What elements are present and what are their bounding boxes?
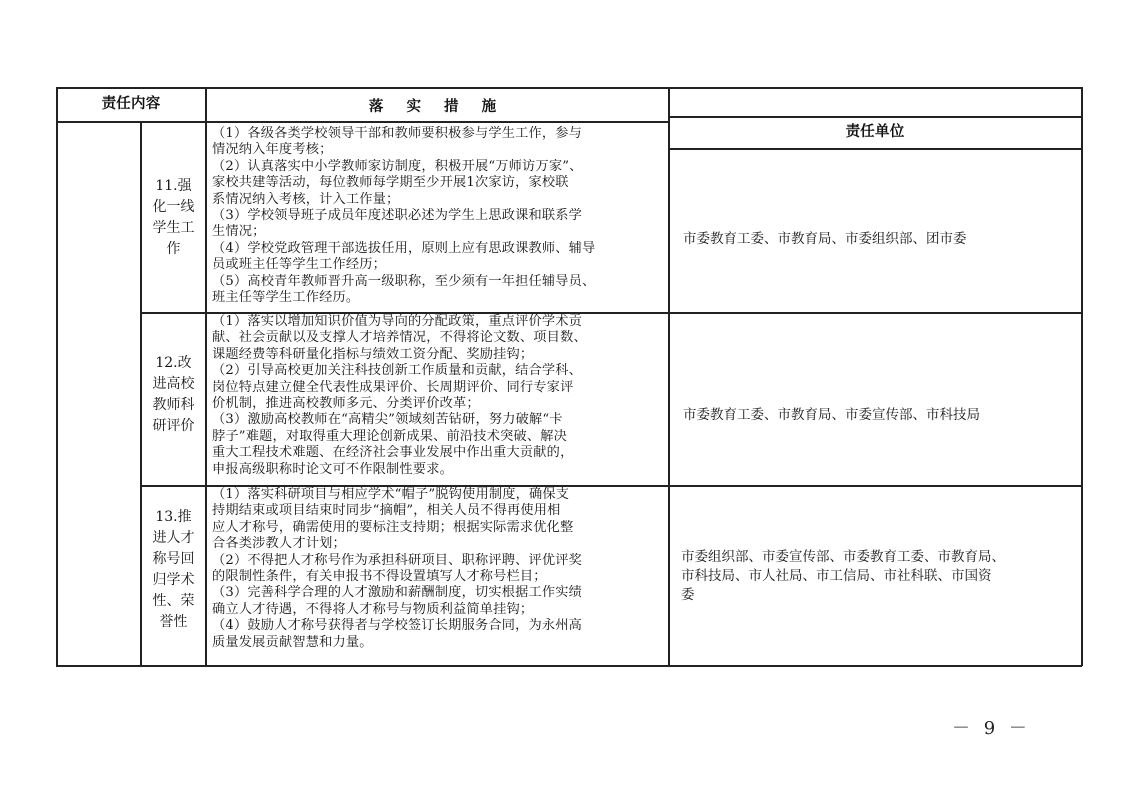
header-measures: 落 实 措 施 (368, 98, 506, 115)
measure-line: （5）高校青年教师晋升高一级职称，至少须有一年担任辅导员、 (212, 273, 596, 289)
measure-line: 生情况； (212, 224, 266, 240)
table-top-border (56, 87, 1082, 89)
measure-line: 员或班主任等学生工作经历； (212, 257, 387, 273)
table-right-border (1081, 87, 1083, 666)
title-line: 化一线 (152, 199, 195, 215)
measure-line: 系情况纳入考核，计入工作量； (212, 191, 400, 207)
measure-line: 质量发展贡献智慧和力量。 (212, 634, 373, 650)
table-units-header-top (668, 116, 1082, 118)
units-line: 市委教育工委、市教育局、市委组织部、团市委 (683, 231, 967, 247)
measure-line: 情况纳入年度考核； (212, 142, 333, 158)
title-line: 誉性 (159, 614, 188, 630)
page-number: － 9 － (952, 718, 1031, 739)
measure-line: （1）落实以增加知识价值为导向的分配政策，重点评价学术贡 (212, 314, 583, 329)
measure-line: （4）学校党政管理干部选拔任用，原则上应有思政课教师、辅导 (212, 240, 596, 256)
measure-line: 应人才称号，确需使用的要标注支持期；根据实际需求优化整 (212, 519, 574, 535)
title-line: 学生工 (152, 220, 195, 236)
units-line: 市科技局、市人社局、市工信局、市社科联、市国资 (681, 568, 992, 584)
measure-line: 课题经费等科研量化指标与绩效工资分配、奖励挂钩； (212, 346, 534, 362)
title-line: 研评价 (152, 418, 195, 434)
row-12-title (142, 353, 205, 437)
row-13-units (681, 548, 1077, 605)
measure-line: （3）学校领导班子成员年度述职必述为学生上思政课和联系学 (212, 208, 583, 224)
row-12-units (683, 406, 1075, 425)
title-line: 进人才 (152, 530, 195, 546)
row-13-measures (212, 487, 664, 651)
row-13-title (142, 507, 205, 633)
measure-line: （2）引导高校更加关注科技创新工作质量和贡献，结合学科、 (212, 363, 583, 379)
measure-line: 价机制，推进高校教师多元、分类评价改革； (212, 396, 480, 412)
measure-line: （3）完善科学合理的人才激励和薪酬制度，切实根据工作实绩 (212, 585, 583, 601)
measure-line: 合各类涉教人才计划； (212, 536, 346, 552)
title-line: 称号回 (152, 551, 195, 567)
measure-line: 重大工程技术难题、在经济社会事业发展中作出重大贡献的， (212, 445, 574, 461)
measure-line: 申报高级职称时论文可不作限制性要求。 (212, 461, 453, 477)
title-line: 作 (166, 241, 181, 257)
table-left-border (56, 87, 58, 666)
title-line: 11.强 (155, 178, 192, 194)
measure-line: 家校共建等活动，每位教师每学期至少开展1次家访，家校联 (212, 175, 569, 191)
table-measures-right-border (668, 87, 670, 666)
title-line: 进高校 (152, 376, 195, 392)
measure-line: 脖子”难题，对取得重大理论创新成果、前沿技术突破、解决 (212, 428, 568, 444)
title-line: 教师科 (152, 397, 195, 413)
row-12-measures (212, 314, 664, 478)
row-11-units (683, 230, 1075, 249)
units-line: 市委组织部、市委宣传部、市委教育工委、市教育局、 (681, 549, 1005, 565)
header-responsibility-content: 责任内容 (101, 95, 161, 112)
measure-line: （2）不得把人才称号作为承担科研项目、职称评聘、评优评奖 (212, 552, 583, 568)
measure-line: （1）各级各类学校领导干部和教师要积极参与学生工作，参与 (212, 126, 583, 141)
table-units-header-bottom (668, 148, 1082, 150)
units-line: 市委教育工委、市教育局、市委宣传部、市科技局 (683, 407, 980, 423)
title-line: 12.改 (155, 355, 192, 371)
measure-line: 确立人才待遇，不得将人才称号与物质利益简单挂钩； (212, 601, 534, 617)
units-line: 委 (681, 587, 695, 603)
measure-line: 岗位特点建立健全代表性成果评价、长周期评价、同行专家评 (212, 379, 574, 395)
measure-line: 的限制性条件，有关申报书不得设置填写人才称号栏目； (212, 569, 547, 585)
table-measures-left-border (205, 87, 207, 666)
measure-line: 班主任等学生工作经历。 (212, 290, 360, 306)
header-responsible-units: 责任单位 (845, 123, 905, 140)
row-11-title (142, 176, 205, 260)
row-11-measures (212, 126, 664, 306)
table-bottom-border (56, 665, 1082, 667)
title-line: 13.推 (155, 509, 192, 525)
measure-line: 献、社会贡献以及支撑人才培养情况，不得将论文数、项目数、 (212, 330, 587, 346)
table-header-bottom (56, 121, 668, 123)
measure-line: （2）认真落实中小学教师家访制度，积极开展“万师访万家”、 (212, 158, 583, 174)
title-line: 性、荣 (152, 593, 195, 609)
measure-line: （4）鼓励人才称号获得者与学校签订长期服务合同，为永州高 (212, 618, 583, 634)
measure-line: （1）落实科研项目与相应学术“帽子”脱钩使用制度，确保支 (212, 487, 570, 502)
measure-line: （3）激励高校教师在“高精尖”领域刻苦钻研，努力破解“卡 (212, 412, 563, 428)
measure-line: 持期结束或项目结束时同步“摘帽”，相关人员不得再使用相 (212, 503, 561, 519)
title-line: 归学术 (152, 572, 195, 588)
